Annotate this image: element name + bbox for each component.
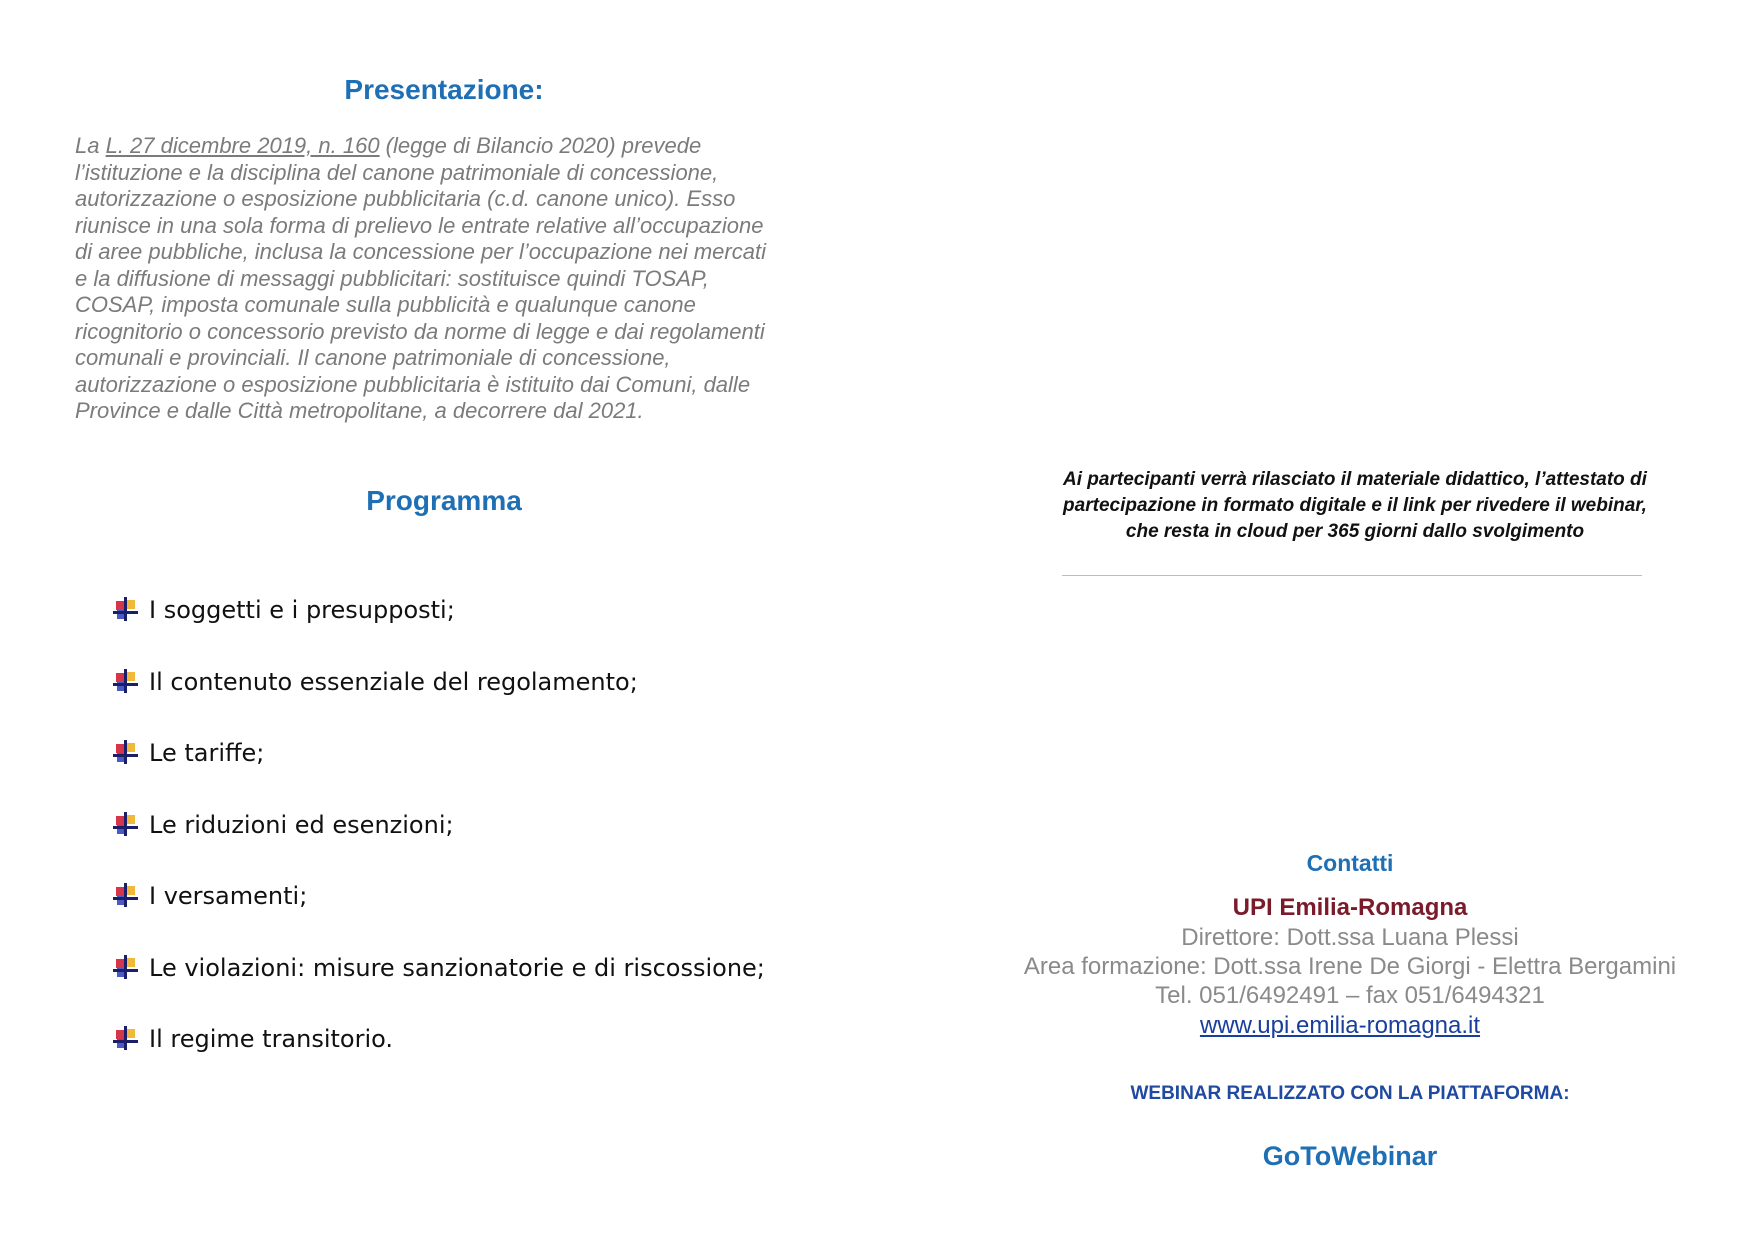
list-item (113, 590, 455, 630)
bullet-cross-icon (113, 955, 139, 981)
bullet-cross-icon (113, 597, 139, 623)
bullet-cross-icon (113, 669, 139, 695)
line-text: (legge di Bilancio 2020) prevede (379, 133, 702, 158)
presentazione-line: autorizzazione o esposizione pubblicitaria è istituito dai Comuni, dalle (75, 371, 751, 397)
presentazione-line: ricognitorio o concessorio previsto da norme di legge e dai regolamenti (75, 318, 765, 344)
presentazione-line: comunali e provinciali. Il canone patrimoniale di concessione, (75, 345, 671, 370)
list-item-text: I versamenti; (149, 882, 308, 910)
tel-fax-line: Tel. 051/6492491 – fax 051/6494321 (1155, 982, 1545, 1009)
list-item-text: Il contenuto essenziale del regolamento; (149, 668, 638, 696)
list-item (113, 876, 307, 916)
bullet-cross-icon (113, 883, 139, 909)
list-item (113, 733, 264, 773)
presentazione-title: Presentazione: (344, 74, 544, 105)
list-item (113, 662, 638, 702)
notice-line: partecipazione in formato digitale e il link per rivedere il webinar, (1063, 495, 1647, 516)
list-item-text: Le riduzioni ed esenzioni; (149, 811, 454, 839)
presentazione-line: l’istituzione e la disciplina del canone patrimoniale di concessione, (75, 159, 719, 185)
presentazione-line: riunisce in una sola forma di prelievo le entrate relative all’occupazione (75, 212, 764, 238)
list-item (113, 805, 454, 845)
presentazione-line: Province e dalle Città metropolitane, a decorrere dal 2021. (75, 398, 644, 423)
divider (1062, 575, 1642, 576)
list-item-text: Le violazioni: misure sanzionatorie e di riscossione; (149, 954, 765, 982)
notice-line: che resta in cloud per 365 giorni dallo svolgimento (1125, 521, 1585, 542)
presentazione-line: e la diffusione di messaggi pubblicitari: sostituisce quindi TOSAP, (75, 265, 709, 291)
presentazione-body (75, 133, 815, 425)
org-name: UPI Emilia-Romagna (1232, 894, 1468, 921)
line-text: La (75, 133, 106, 158)
presentazione-line: autorizzazione o esposizione pubblicitaria (c.d. canone unico). Esso (75, 186, 736, 211)
platform-label: WEBINAR REALIZZATO CON LA PIATTAFORMA: (1130, 1083, 1570, 1104)
bullet-cross-icon (113, 740, 139, 766)
list-item-text: Il regime transitorio. (149, 1025, 394, 1053)
website-link[interactable]: www.upi.emilia-romagna.it (1199, 1012, 1481, 1039)
bullet-cross-icon (113, 1026, 139, 1052)
notice-line: Ai partecipanti verrà rilasciato il materiale didattico, l’attestato di (1063, 469, 1647, 490)
programma-title: Programma (366, 485, 522, 516)
presentazione-line (75, 133, 815, 160)
contatti-title: Contatti (1306, 850, 1394, 876)
law-link[interactable]: L. 27 dicembre 2019, n. 160 (105, 133, 380, 158)
notice-text (1010, 467, 1700, 545)
direttore-line: Direttore: Dott.ssa Luana Plessi (1181, 924, 1519, 951)
bullet-cross-icon (113, 812, 139, 838)
area-formazione-line: Area formazione: Dott.ssa Irene De Giorgi - Elettra Bergamini (1023, 953, 1677, 980)
list-item-text: I soggetti e i presupposti; (149, 596, 455, 624)
list-item (113, 1019, 393, 1059)
list-item (113, 948, 765, 988)
list-item-text: Le tariffe; (149, 739, 265, 767)
presentazione-line: di aree pubbliche, inclusa la concessione per l’occupazione nei mercati (75, 239, 766, 264)
platform-name: GoToWebinar (1262, 1141, 1438, 1171)
presentazione-line: COSAP, imposta comunale sulla pubblicità e qualunque canone (75, 292, 696, 317)
